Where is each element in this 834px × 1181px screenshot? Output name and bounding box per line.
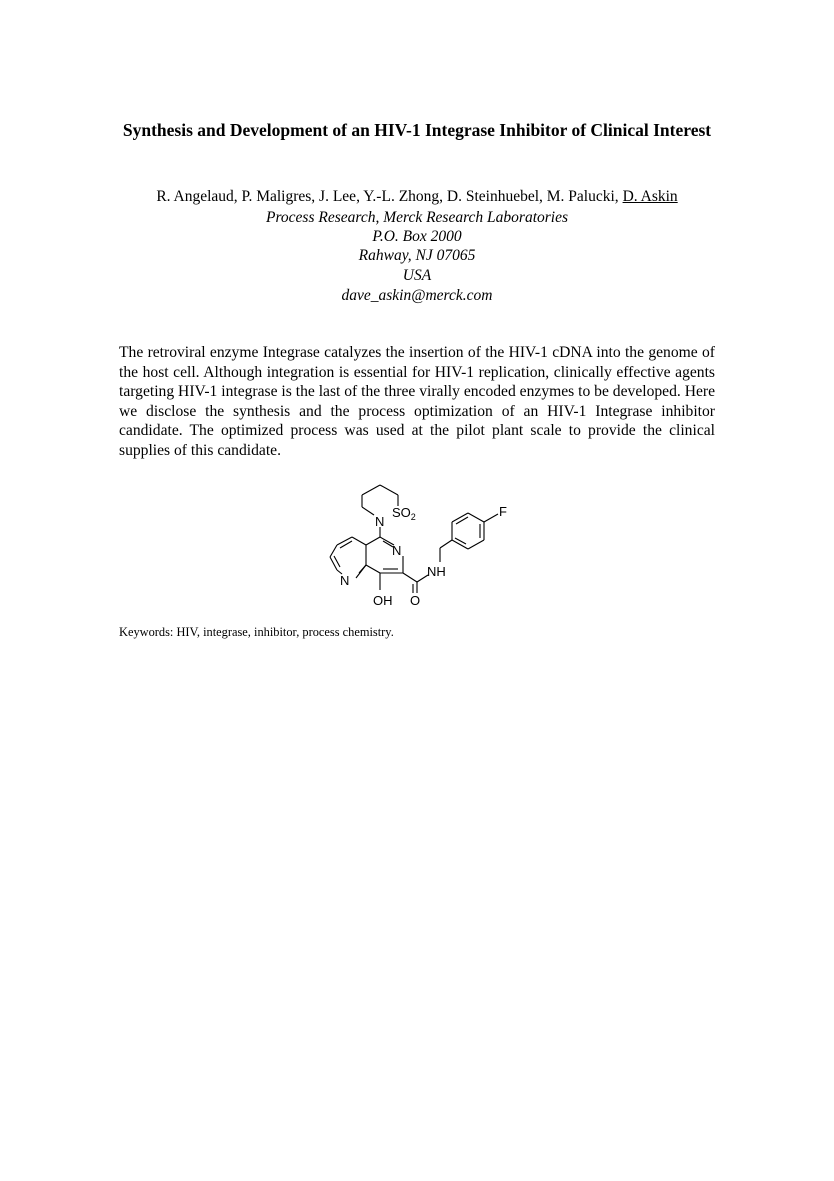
carbonyl-o-label: O [410, 593, 421, 608]
affiliation-po-box: P.O. Box 2000 [372, 228, 462, 245]
authors-text: R. Angelaud, P. Maligres, J. Lee, Y.-L. Zhong, D. Steinhuebel, M. Palucki, [156, 188, 623, 205]
fluoro-label: F [499, 504, 507, 519]
affiliation-city: Rahway, NJ 07065 [358, 247, 476, 264]
benzyl-bond-2 [440, 540, 452, 548]
paper-title: Synthesis and Development of an HIV-1 Integrase Inhibitor of Clinical Interest [122, 120, 712, 140]
sultam-n-label: N [375, 514, 385, 529]
amide-group [403, 573, 428, 593]
affiliation-department: Process Research, Merck Research Laboratories [265, 209, 569, 226]
amide-nh-label: NH [427, 564, 446, 579]
pyridine-ring [330, 537, 366, 578]
sulfonyl-label: $SO_2$ [392, 505, 416, 522]
author-list [90, 187, 744, 207]
abstract: The retroviral enzyme Integrase catalyzes the insertion of the HIV-1 cDNA into the genome of the host cell. Although integration is essential for HIV-1 replication, clinically effective agents targeting HIV-1 integrase is the last of the three virally encoded enzymes to be developed. Here we disclose the synthesis and the process optimization of an HIV-1 Integrase inhibitor candidate. The optimized process was used at the pilot plant scale to provide the clinical supplies of this candidate. [119, 344, 715, 459]
keywords: Keywords: HIV, integrase, inhibitor, process chemistry. [119, 625, 394, 639]
corresponding-author: D. Askin [622, 188, 678, 205]
hydroxyl-label: OH [373, 593, 393, 608]
pyridine-n-label: N [340, 573, 350, 588]
fluorophenyl-ring [452, 513, 498, 549]
affiliation-email: dave_askin@merck.com [341, 287, 493, 304]
affiliation-country: USA [402, 267, 432, 284]
ring-n-label: N [392, 543, 402, 558]
chemical-structure-figure [300, 474, 560, 614]
